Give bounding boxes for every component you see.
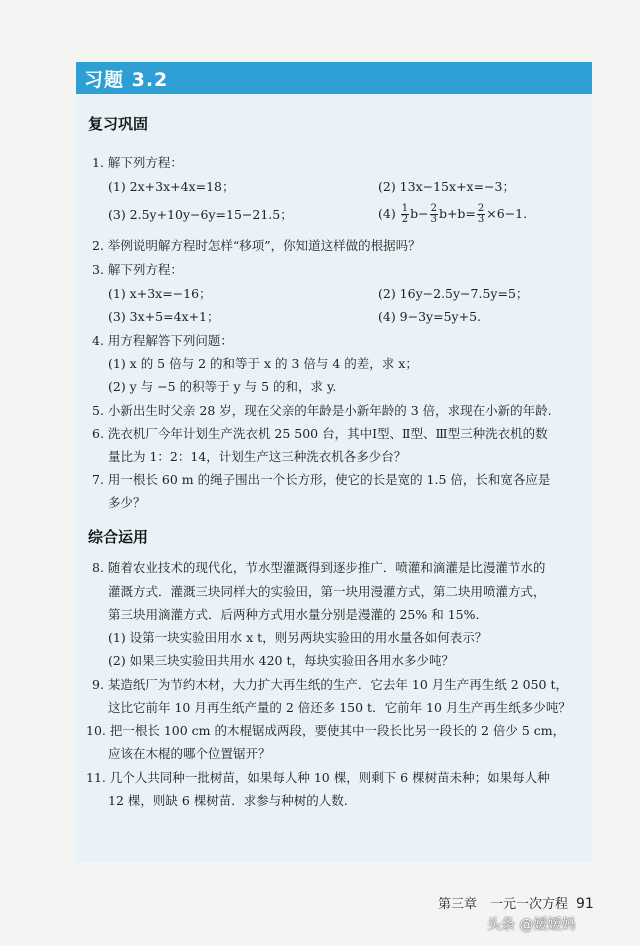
fraction-numerator: 2 bbox=[430, 203, 437, 214]
exercise-title: 习题 3.2 bbox=[84, 69, 169, 91]
problem-3-part-2: (2) 16y−2.5y−7.5y=5； bbox=[378, 286, 529, 301]
problem-11-line-2: 12 棵，则缺 6 棵树苗．求参与种树的人数. bbox=[108, 793, 348, 808]
problem-5: 5. 小新出生时父亲 28 岁，现在父亲的年龄是小新年龄的 3 倍，求现在小新的年龄. bbox=[92, 403, 552, 418]
exercise-title-bar bbox=[76, 62, 592, 94]
fraction-denominator: 2 bbox=[401, 214, 409, 225]
problem-1-part-2: (2) 13x−15x+x=−3； bbox=[378, 179, 515, 194]
problem-3-part-1: (1) x+3x=−16； bbox=[108, 286, 212, 301]
expression-part: ×6−1. bbox=[486, 206, 528, 221]
problem-3: 3. 解下列方程： bbox=[92, 262, 183, 277]
fraction-denominator: 3 bbox=[477, 214, 485, 225]
fraction-numerator: 1 bbox=[401, 203, 409, 214]
fraction-two-thirds bbox=[430, 204, 438, 225]
problem-10-line-1: 10. 把一根长 100 cm 的木棍锯成两段，要使其中一段长比另一段长的 2 倍少 5 cm， bbox=[86, 723, 566, 738]
problem-11-line-1: 11. 几个人共同种一批树苗，如果每人种 10 棵，则剩下 6 棵树苗未种；如果每人种 bbox=[86, 770, 550, 785]
fraction-two-thirds bbox=[477, 204, 485, 225]
fraction-one-half bbox=[401, 204, 409, 225]
section-review-heading: 复习巩固 bbox=[88, 115, 149, 133]
chapter-title: 第三章 一元一次方程 bbox=[438, 897, 569, 912]
problem-8-part-1: (1) 设第一块实验田用水 x t，则另两块实验田的用水量各如何表示？ bbox=[108, 630, 488, 645]
page-number: 91 bbox=[576, 896, 594, 912]
problem-8-line-3: 第三块用滴灌方式．后两种方式用水量分别是漫灌的 25% 和 15%. bbox=[108, 607, 480, 622]
problem-1-part-4-prefix: (4) bbox=[378, 206, 396, 221]
problem-1-part-4 bbox=[378, 201, 527, 227]
problem-8-line-2: 灌溉方式．灌溉三块同样大的实验田，第一块用漫灌方式，第二块用喷灌方式， bbox=[108, 584, 546, 599]
problem-1-text: 解下列方程： bbox=[107, 155, 183, 170]
problem-6-line-1: 6. 洗衣机厂今年计划生产洗衣机 25 500 台，其中Ⅰ型、Ⅱ型、Ⅲ型三种洗衣机的数 bbox=[92, 426, 548, 441]
problem-7-line-1: 7. 用一根长 60 m 的绳子围出一个长方形，使它的长是宽的 1.5 倍，长和宽各应是 bbox=[92, 472, 551, 487]
watermark-text: 头条 @嫒嫒妈 bbox=[487, 917, 576, 933]
problem-3-part-4: (4) 9−3y=5y+5. bbox=[378, 309, 482, 324]
problem-8-part-2: (2) 如果三块实验田共用水 420 t，每块实验田各用水多少吨？ bbox=[108, 653, 455, 668]
problem-6-line-2: 量比为 1：2：14，计划生产这三种洗衣机各多少台？ bbox=[108, 449, 407, 464]
problem-10-line-2: 应该在木棍的哪个位置锯开？ bbox=[108, 746, 271, 761]
problem-1 bbox=[92, 155, 183, 171]
problem-9-line-2: 这比它前年 10 月再生纸产量的 2 倍还多 150 t．它前年 10 月生产再生纸多少吨？ bbox=[108, 700, 571, 715]
fraction-numerator: 2 bbox=[477, 203, 485, 214]
page-footer bbox=[438, 893, 594, 912]
expression-part: b+b= bbox=[438, 206, 476, 221]
problem-1-number: 1. bbox=[92, 155, 104, 170]
problem-4: 4. 用方程解答下列问题： bbox=[92, 333, 233, 348]
section-application-heading: 综合运用 bbox=[88, 528, 149, 546]
problem-1-part-3: (3) 2.5y+10y−6y=15−21.5； bbox=[108, 207, 293, 222]
problem-9-line-1: 9. 某造纸厂为节约木材，大力扩大再生纸的生产．它去年 10 月生产再生纸 2 050 t， bbox=[92, 677, 569, 692]
problem-8-line-1: 8. 随着农业技术的现代化，节水型灌溉得到逐步推广．喷灌和滴灌是比漫灌节水的 bbox=[92, 560, 546, 575]
problem-7-line-2: 多少？ bbox=[108, 495, 146, 510]
fraction-denominator: 3 bbox=[430, 214, 437, 225]
problem-4-part-1: (1) x 的 5 倍与 2 的和等于 x 的 3 倍与 4 的差，求 x； bbox=[108, 356, 418, 371]
expression-part: b− bbox=[410, 206, 429, 221]
problem-1-part-1: (1) 2x+3x+4x=18； bbox=[108, 179, 235, 194]
problem-2: 2. 举例说明解方程时怎样“移项”，你知道这样做的根据吗？ bbox=[92, 238, 421, 253]
problem-4-part-2: (2) y 与 −5 的积等于 y 与 5 的和，求 y. bbox=[108, 379, 337, 394]
problem-3-part-3: (3) 3x+5=4x+1； bbox=[108, 309, 220, 324]
